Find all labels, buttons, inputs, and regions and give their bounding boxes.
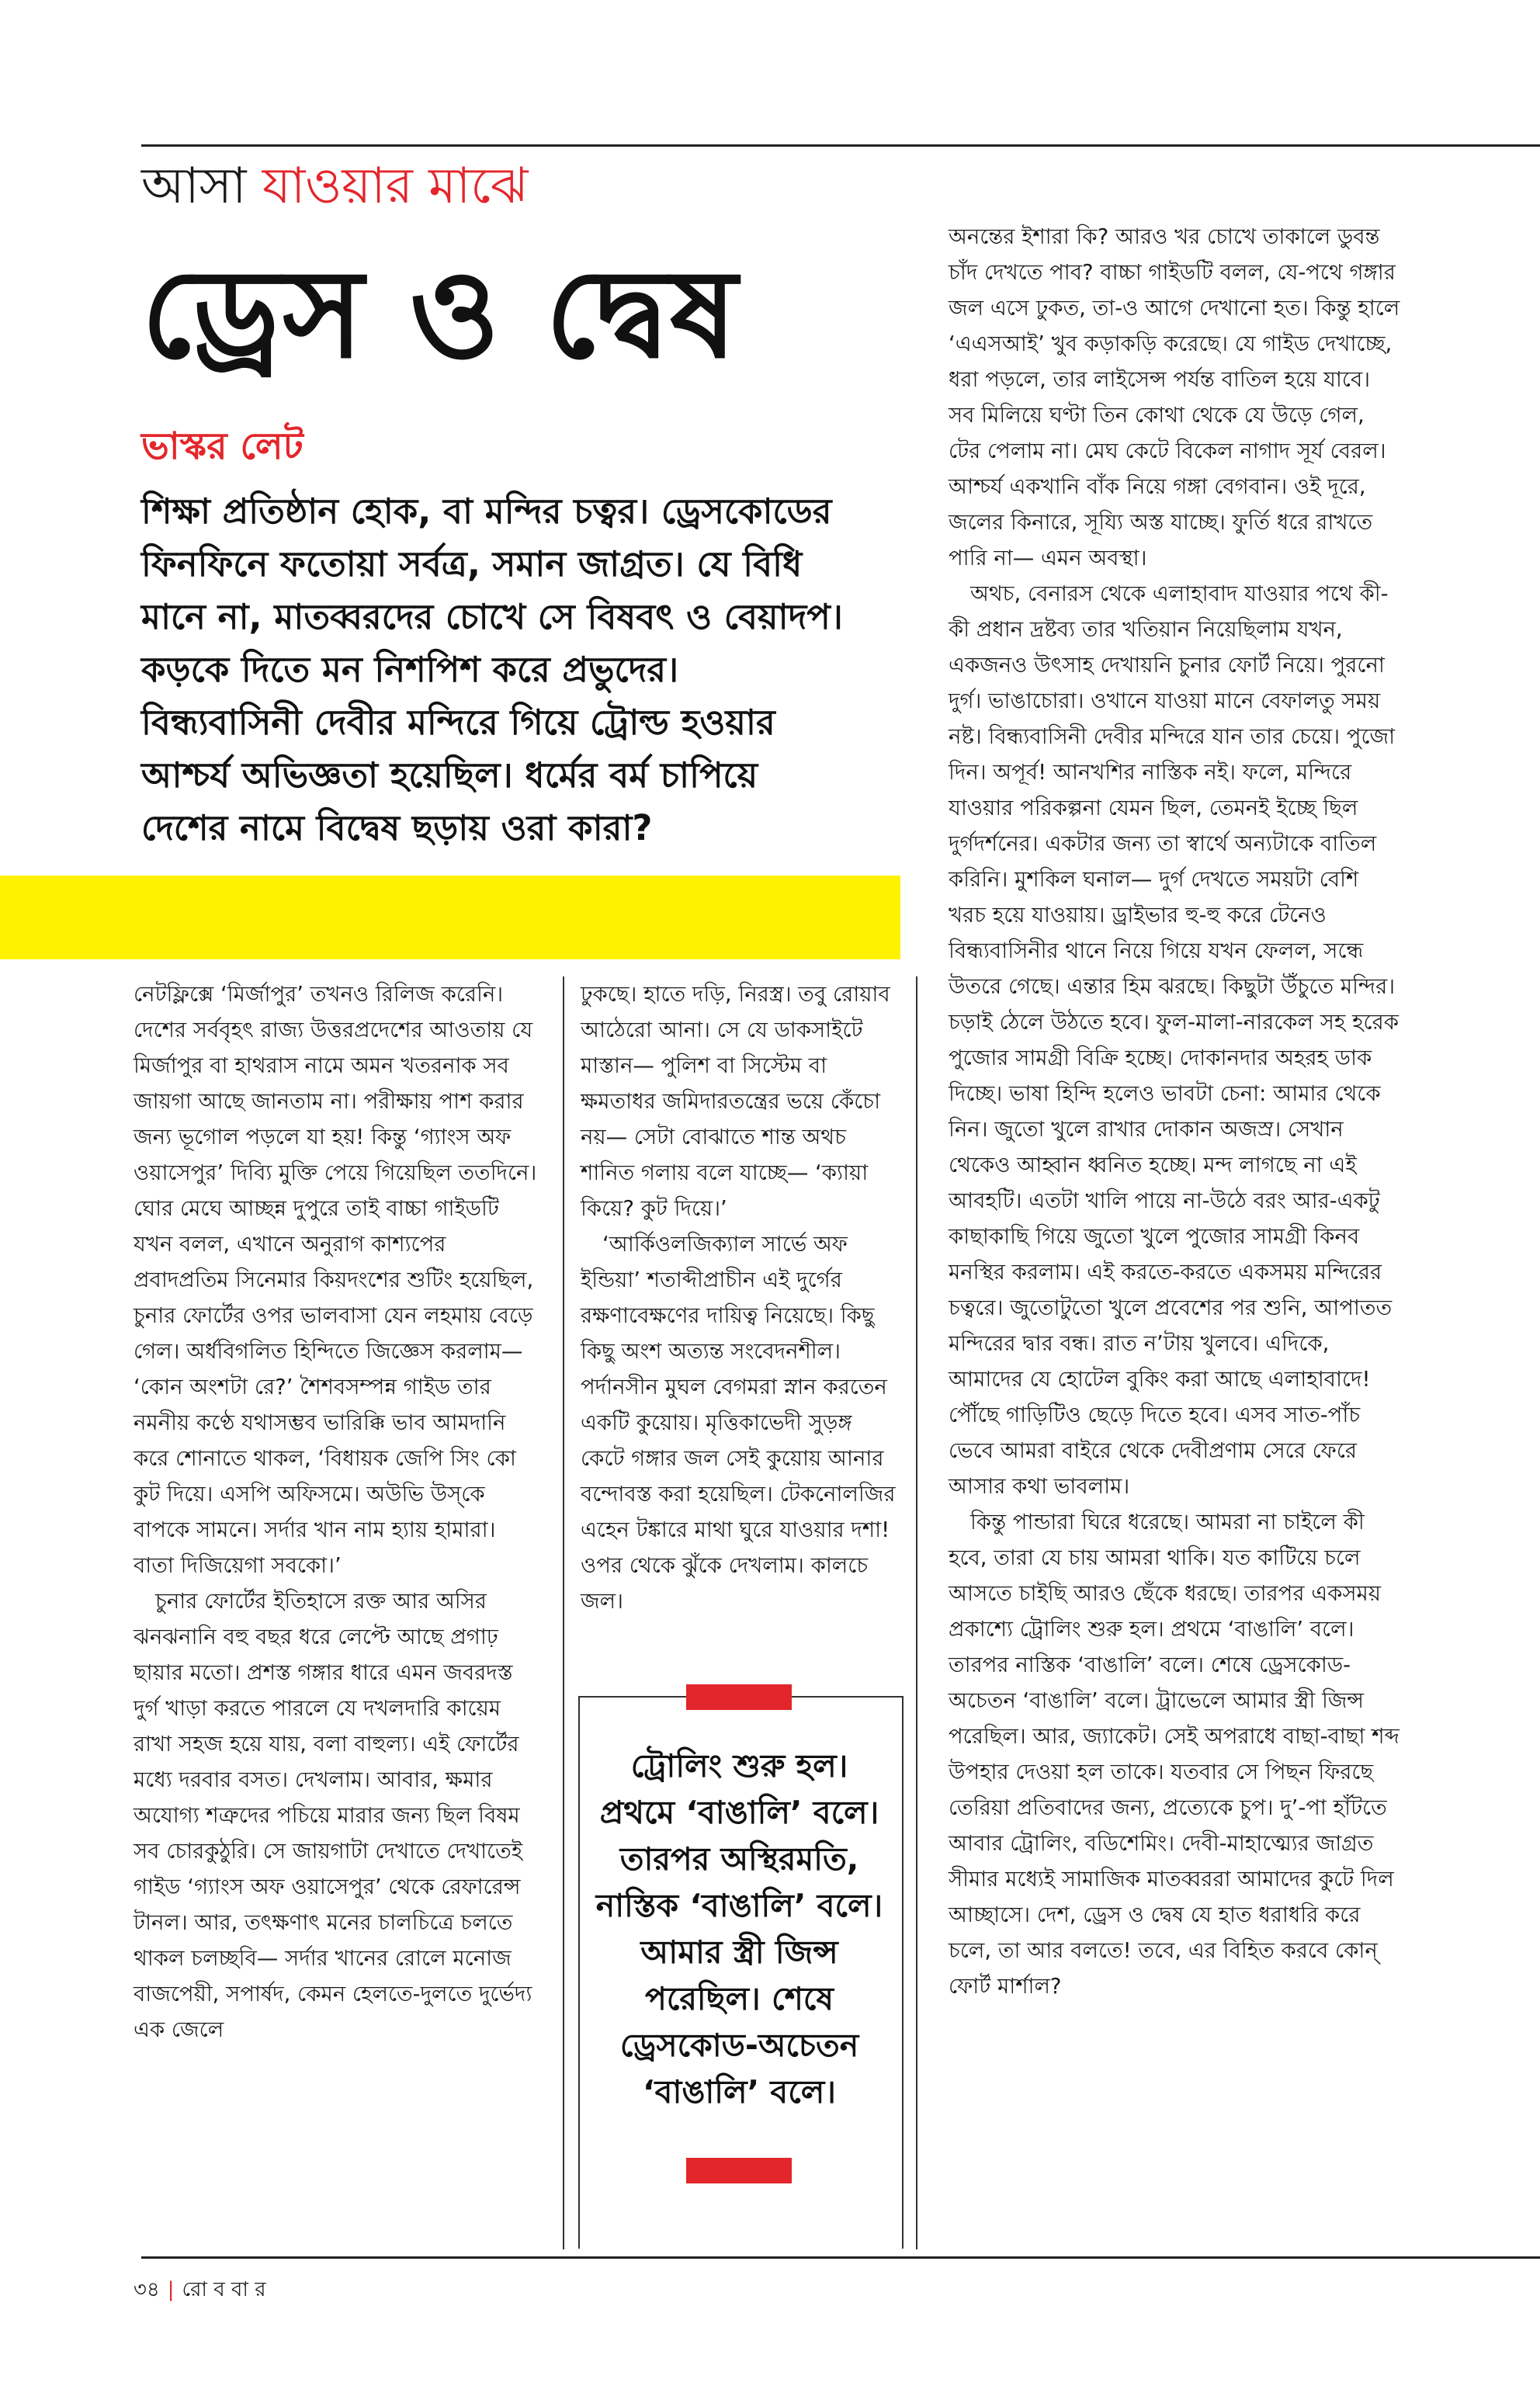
yellow-highlight-band [0, 876, 900, 959]
body-column-3 [949, 219, 1403, 2004]
standfirst-line: দেশের নামে বিদ্বেষ ছড়ায় ওরা কারা? [141, 807, 653, 848]
body-paragraph: অথচ, বেনারস থেকে এলাহাবাদ যাওয়ার পথে কী-কী প্রধান দ্রষ্টব্য তার খতিয়ান নিয়েছিলাম যখন, একজনও উৎসাহ দেখায়নি চুনার ফোর্ট নিয়ে। পুরনো দুর্গ। ভাঙাচোরা। ওখানে যাওয়া মানে বেফালতু সময় নষ্ট। বিন্ধ্যবাসিনী দেবীর মন্দিরে যান তার চেয়ে। পুজো দিন। অপূর্ব! আনখশির নাস্তিক নই। ফলে, মন্দিরে যাওয়ার পরিকল্পনা যেমন ছিল, তেমনই ইচ্ছে ছিল দুর্গদর্শনের। একটার জন্য তা স্বার্থে অন্যটাকে বাতিল করিনি। মুশকিল ঘনাল— দুর্গ দেখতে সময়টা বেশি খরচ হয়ে যাওয়ায়। ড্রাইভার হু-হু করে টেনেও বিন্ধ্যবাসিনীর থানে নিয়ে গিয়ে যখন ফেলল, সন্ধে উতরে গেছে। এন্তার হিম ঝরছে। কিছুটা উঁচুতে মন্দির। চড়াই ঠেলে উঠতে হবে। ফুল-মালা-নারকেল সহ হরেক পুজোর সামগ্রী বিক্রি হচ্ছে। দোকানদার অহরহ ডাক দিচ্ছে। ভাষা হিন্দি হলেও ভাবটা চেনা: আমার থেকে নিন। জুতো খুলে রাখার দোকান অজস্র। সেখান থেকেও আহ্বান ধ্বনিত হচ্ছে। মন্দ লাগছে না এই আবহটি। এতটা খালি পায়ে না-উঠে বরং আর-একটু কাছাকাছি গিয়ে জুতো খুলে পুজোর সামগ্রী কিনব মনস্থির করলাম। এই করতে-করতে একসময় মন্দিরের চত্বরে। জুতোটুতো খুলে প্রবেশের পর শুনি, আপাতত মন্দিরের দ্বার বন্ধ। রাত ন’টায় খুলবে। এদিকে, আমাদের যে হোটেল বুকিং করা আছে এলাহাবাদে! পৌঁছে গাড়িটিও ছেড়ে দিতে হবে। এসব সাত-পাঁচ ভেবে আমরা বাইরে থেকে দেবীপ্রণাম সেরে ফেরে আসার কথা ভাবলাম। [949, 581, 1399, 1499]
body-column-1 [134, 976, 537, 2048]
body-paragraph: অনন্তের ইশারা কি? আরও খর চোখে তাকালে ডুবন্ত চাঁদ দেখতে পাব? বাচ্চা গাইডটি বলল, যে-পথে গঙ্গার জল এসে ঢুকত, তা-ও আগে দেখানো হত। কিন্তু হালে ‘এএসআই’ খুব কড়াকড়ি করেছে। যে গাইড দেখাচ্ছে, ধরা পড়লে, তার লাইসেন্স পর্যন্ত বাতিল হয়ে যাবে। সব মিলিয়ে ঘণ্টা তিন কোথা থেকে যে উড়ে গেল, টের পেলাম না। মেঘ কেটে বিকেল নাগাদ সূর্য বেরল। আশ্চর্য একখানি বাঁক নিয়ে গঙ্গা বেগবান। ওই দূরে, জলের কিনারে, সূয্যি অস্ত যাচ্ছে। ফুর্তি ধরে রাখতে পারি না— এমন অবস্থা। [949, 224, 1400, 571]
standfirst-line: শিক্ষা প্রতিষ্ঠান হোক, বা মন্দির চত্বর। ড্রেসকোডের [141, 491, 832, 532]
folio-separator: | [167, 2278, 175, 2301]
magazine-name: রো ব বা র [182, 2278, 266, 2301]
pullquote-bar-bottom [686, 2158, 792, 2183]
body-paragraph: ‘আর্কিওলজিক্যাল সার্ভে অফ ইন্ডিয়া’ শতাব্দীপ্রাচীন এই দুর্গের রক্ষণাবেক্ষণের দায়িত্ব নিয়েছে। কিছু কিছু অংশ অত্যন্ত সংবেদনশীল। পর্দানসীন মুঘল বেগমরা স্নান করতেন একটি কুয়োয়। মৃত্তিকাভেদী সুড়ঙ্গ কেটে গঙ্গার জল সেই কুয়োয় আনার বন্দোবস্ত করা হয়েছিল। টেকনোলজির এহেন টঙ্কারে মাথা ঘুরে যাওয়ার দশা! ওপর থেকে ঝুঁকে দেখলাম। কালচে জল। [581, 1232, 896, 1614]
section-kicker [141, 155, 528, 217]
standfirst-line: আশ্চর্য অভিজ্ঞতা হয়েছিল। ধর্মের বর্ম চাপিয়ে [141, 754, 758, 796]
column-divider [563, 976, 564, 2249]
body-paragraph: চুনার ফোর্টের ইতিহাসে রক্ত আর অসির ঝনঝনানি বহু বছর ধরে লেপ্টে আছে প্রগাঢ় ছায়ার মতো। প্রশস্ত গঙ্গার ধারে এমন জবরদস্ত দুর্গ খাড়া করতে পারলে যে দখলদারি কায়েম রাখা সহজ হয়ে যায়, বলা বাহুল্য। এই ফোর্টের মধ্যে দরবার বসত। দেখলাম। আবার, ক্ষমার অযোগ্য শত্রুদের পচিয়ে মারার জন্য ছিল বিষম সব চোরকুঠুরি। সে জায়গাটা দেখাতে দেখাতেই গাইড ‘গ্যাংস অফ ওয়াসেপুর’ থেকে রেফারেন্স টানল। আর, তৎক্ষণাৎ মনের চালচিত্রে চলতে থাকল চলচ্ছবি— সর্দার খানের রোলে মনোজ বাজপেয়ী, সপার্ষদ, কেমন হেলতে-দুলতে দুর্ভেদ্য এক জেলে [134, 1589, 532, 2042]
top-rule [141, 144, 1540, 147]
article-headline: ড্রেস ও দ্বেষ [141, 242, 739, 386]
standfirst-line: বিন্ধ্যবাসিনী দেবীর মন্দিরে গিয়ে ট্রোল্ড হওয়ার [141, 702, 775, 743]
body-paragraph: কিন্তু পান্ডারা ঘিরে ধরেছে। আমরা না চাইলে কী হবে, তারা যে চায় আমরা থাকি। যত কাটিয়ে চলে আসতে চাইছি আরও ছেঁকে ধরছে। তারপর একসময় প্রকাশ্যে ট্রোলিং শুরু হল। প্রথমে ‘বাঙালি’ বলে। তারপর নাস্তিক ‘বাঙালি’ বলে। শেষে ড্রেসকোড-অচেতন ‘বাঙালি’ বলে। ট্রাভেলে আমার স্ত্রী জিন্স পরেছিল। আর, জ্যাকেট। সেই অপরাধে বাছা-বাছা শব্দ উপহার দেওয়া হল তাকে। যতবার সে পিছন ফিরছে তেরিয়া প্রতিবাদের জন্য, প্রত্যেকে চুপ। দু’-পা হাঁটতে আবার ট্রোলিং, বডিশেমিং। দেবী-মাহাত্ম্যের জাগ্রত সীমার মধ্যেই সামাজিক মাতব্বররা আমাদের কুটে দিল আচ্ছাসে। দেশ, ড্রেস ও দ্বেষ যে হাত ধরাধরি করে চলে, তা আর বলতে! তবে, এর বিহিত করবে কোন্ ফোর্ট মার্শাল? [949, 1510, 1400, 1999]
kicker-part2: যাওয়ার মাঝে [262, 158, 529, 215]
standfirst [141, 485, 925, 855]
standfirst-line: ফিনফিনে ফতোয়া সর্বত্র, সমান জাগ্রত। যে বিধি [141, 543, 803, 584]
pullquote: ট্রোলিং শুরু হল। প্রথমে ‘বাঙালি’ বলে। তারপর অস্থিরমতি, নাস্তিক ‘বাঙালি’ বলে। আমার স্ত্রী জিন্স পরেছিল। শেষে ড্রেসকোড-অচেতন ‘বাঙালি’ বলে। [595, 1747, 883, 2110]
body-column-2 [581, 976, 899, 1619]
standfirst-line: কড়কে দিতে মন নিশপিশ করে প্রভুদের। [141, 649, 679, 690]
page-folio [134, 2274, 266, 2305]
standfirst-line: মানে না, মাতব্বরদের চোখে সে বিষবৎ ও বেয়াদপ। [141, 596, 843, 637]
body-paragraph: ঢুকছে। হাতে দড়ি, নিরস্ত্র। তবু রোয়াব আঠেরো আনা। সে যে ডাকসাইটে মাস্তান— পুলিশ বা সিস্টেম বা ক্ষমতাধর জমিদারতন্ত্রের ভয়ে কেঁচো নয়— সেটা বোঝাতে শান্ত অথচ শানিত গলায় বলে যাচ্ছে— ‘ক্যায়া কিয়ে? কুট দিয়ে।’ [581, 982, 890, 1221]
page-number: ৩৪ [134, 2278, 160, 2301]
body-paragraph: নেটফ্লিক্সে ‘মির্জাপুর’ তখনও রিলিজ করেনি। দেশের সর্ববৃহৎ রাজ্য উত্তরপ্রদেশের আওতায় যে মির্জাপুর বা হাথরাস নামে অমন খতরনাক সব জায়গা আছে জানতাম না। পরীক্ষায় পাশ করার জন্য ভূগোল পড়লে যা হয়! কিন্তু ‘গ্যাংস অফ ওয়াসেপুর’ দিব্যি মুক্তি পেয়ে গিয়েছিল ততদিনে। ঘোর মেঘে আচ্ছন্ন দুপুরে তাই বাচ্চা গাইডটি যখন বলল, এখানে অনুরাগ কাশ্যপের প্রবাদপ্রতিম সিনেমার কিয়দংশের শুটিং হয়েছিল, চুনার ফোর্টের ওপর ভালবাসা যেন লহমায় বেড়ে গেল। অর্ধবিগলিত হিন্দিতে জিজ্ঞেস করলাম— ‘কোন অংশটা রে?’ শৈশবসম্পন্ন গাইড তার নমনীয় কণ্ঠে যথাসম্ভব ভারিক্কি ভাব আমদানি করে শোনাতে থাকল, ‘বিধায়ক জেপি সিং কো কুট দিয়ে। এসপি অফিসমে। অউভি উস্‌কে বাপকে সামনে। সর্দার খান নাম হ্যায় হামারা। বাতা দিজিয়েগা সবকো।’ [134, 982, 537, 1578]
bottom-rule [141, 2256, 1540, 2259]
pullquote-bar-top [686, 1684, 792, 1710]
column-divider [916, 976, 917, 2249]
author-byline: ভাস্কর লেট [141, 425, 303, 468]
kicker-part1: আসা [141, 158, 262, 215]
